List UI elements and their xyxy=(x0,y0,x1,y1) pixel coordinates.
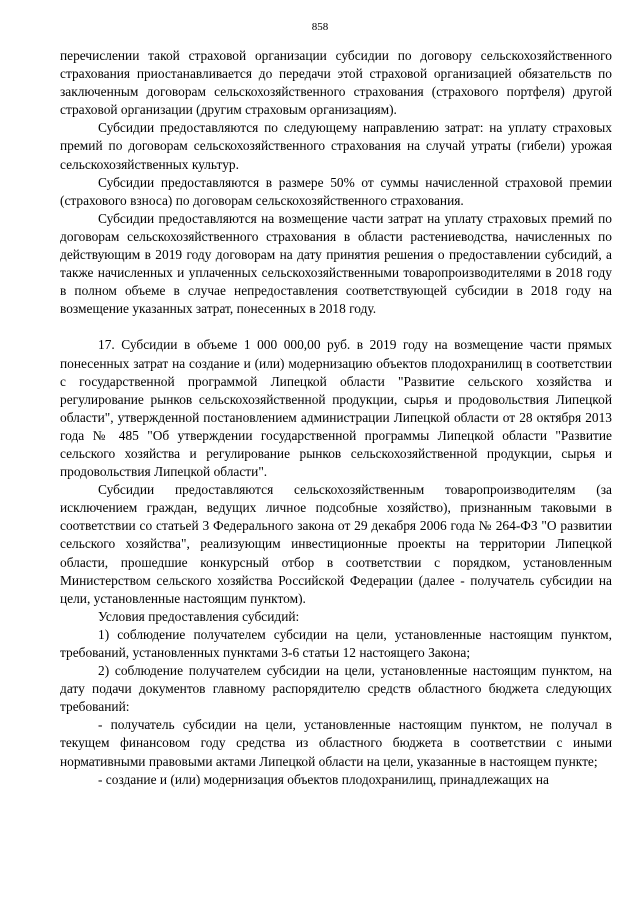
paragraph-conditions-heading: Условия предоставления субсидий: xyxy=(98,608,300,624)
paragraph-item-17: 17. Субсидии в объеме 1 000 000,00 руб. в 2019 году на возмещение части прямых понесенных затрат на создание и (или) модернизацию объектов плодохранилищ в соответствии с государственной программой Липецкой области "Развитие сельского хозяйства и регулирование рынков сельскохозяйственной продукции, сырья и продовольствия Липецкой области", утвержденной постановлением администрации Липецкой области от 28 октября 2013 года № 485 "Об утверждении государственной программы Липецкой области "Развитие сельского хозяйства и регулирование рынков сельскохозяйственной продукции, сырья и продовольствия Липецкой области". xyxy=(60,337,612,480)
paragraph-continuation: перечислении такой страховой организации субсидии по договору сельскохозяйственного страхования приостанавливается до передачи этой страховой организацией обязательств по заключенным договорам сельскохозяйственного страхования (страхового портфеля) другой страховой организации (другим страховым организациям). xyxy=(60,48,612,118)
paragraph-condition-1: 1) соблюдение получателем субсидии на цели, установленные настоящим пунктом, требований, установленных пунктами 3-6 статьи 12 настоящего Закона; xyxy=(60,626,612,660)
paragraph-requirement-2: - создание и (или) модернизация объектов плодохранилищ, принадлежащих на xyxy=(98,771,549,787)
paragraph-subsidy-reimbursement: Субсидии предоставляются на возмещение части затрат на уплату страховых премий по договорам сельскохозяйственного страхования в области растениеводства, начисленных по действующим в 2019 году договорам на дату принятия решения о предоставлении субсидий, а также начисленных и уплаченных сельскохозяйственными товаропроизводителями в 2018 году в полном объеме в случае непредоставления соответствующей субсидии в 2018 году на возмещение указанных затрат, понесенных в 2018 году. xyxy=(60,210,612,317)
page-number: 858 xyxy=(311,21,329,33)
paragraph-condition-2: 2) соблюдение получателем субсидии на цели, установленные настоящим пунктом, на дату подачи документов главному распорядителю средств областного бюджета следующих требований: xyxy=(60,663,612,715)
paragraph-subsidy-direction: Субсидии предоставляются по следующему направлению затрат: на уплату страховых премий по договорам сельскохозяйственного страхования на случай утраты (гибели) урожая сельскохозяйственных культур. xyxy=(60,120,612,172)
paragraph-requirement-1: - получатель субсидии на цели, установленные настоящим пунктом, не получал в текущем финансовом году средства из областного бюджета в соответствии с иными нормативными правовыми актами Липецкой области на цели, указанные в настоящем пункте; xyxy=(60,717,612,769)
document-body xyxy=(60,47,612,789)
paragraph-recipients: Субсидии предоставляются сельскохозяйственным товаропроизводителям (за исключением граждан, ведущих личное подсобные хозяйство), признанным таковыми в соответствии со статьей 3 Федерального закона от 29 декабря 2006 года № 264-ФЗ "О развитии сельского хозяйства", реализующим инвестиционные проекты на территории Липецкой области, прошедшие конкурсный отбор в соответствии с порядком, установленным Министерством сельского хозяйства Российской Федерации (далее - получатель субсидии на цели, установленные настоящим пунктом). xyxy=(60,482,612,606)
paragraph-subsidy-amount: Субсидии предоставляются в размере 50% от суммы начисленной страховой премии (страхового взноса) по договорам сельскохозяйственного страхования. xyxy=(60,174,612,208)
